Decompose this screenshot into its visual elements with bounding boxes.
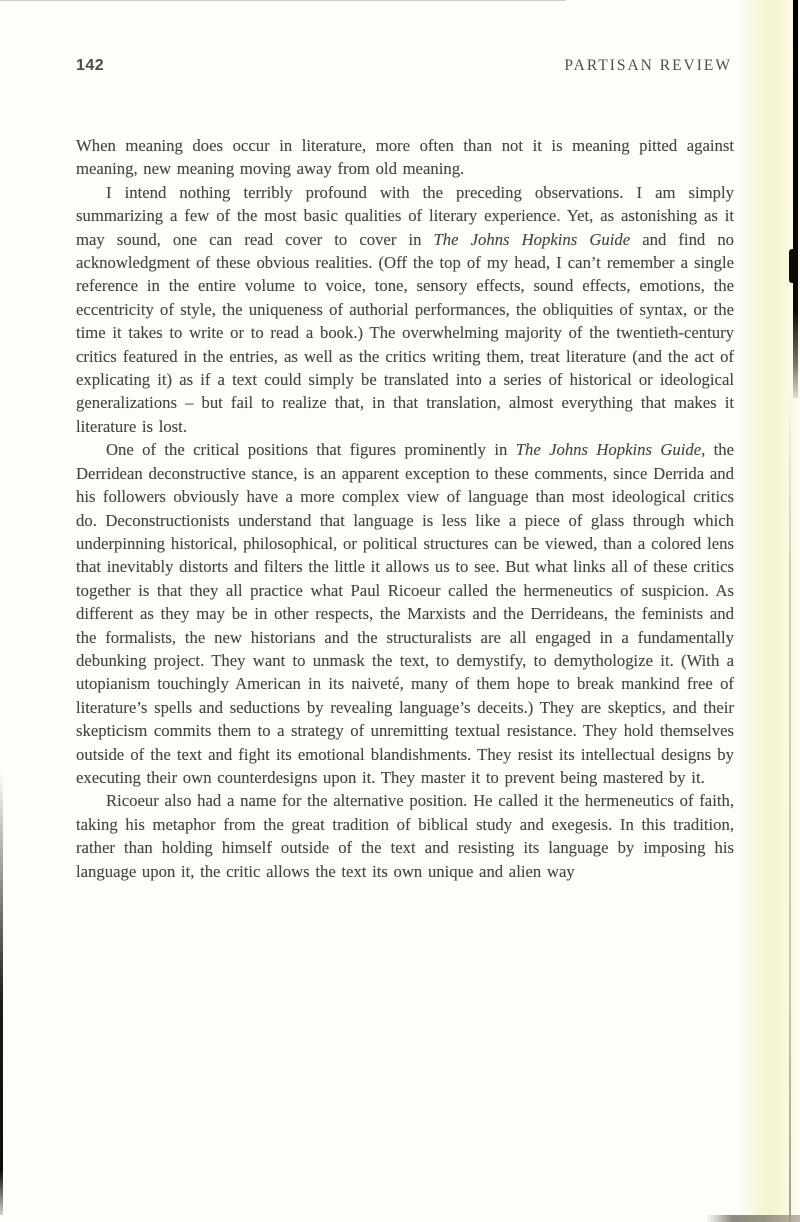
paragraph xyxy=(76,134,734,181)
paragraph xyxy=(76,181,734,438)
paragraph xyxy=(76,789,734,883)
scanner-edge-right-blob xyxy=(789,249,798,283)
scan-artifact-top-hairline xyxy=(0,0,566,1)
scanner-edge-left xyxy=(0,772,3,1215)
page-number: 142 xyxy=(76,57,105,74)
text-segment: , the Derridean deconstructive stance, is an apparent exception to these comments, since Derrida and his followers obviously have a more complex view of language than most ideological critics do. Deconstructionists understand that language is less like a piece of glass through which underpinning historical, philosophical, or political structures can be viewed, than a colored lens that inevitably distorts and filters the little it allows us to see. But what links all of these critics together is that they all practice what Paul Ricoeur called the hermeneutics of suspicion. As different as they may be in other respects, the Marxists and the Derrideans, the feminists and the formalists, the new historians and the structuralists are all engaged in a fundamentally debunking project. They want to unmask the text, to demystify, to demythologize it. (With a utopianism touchingly American in its naiveté, many of them hope to break mankind free of literature’s spells and seductions by revealing language’s deceits.) They are skeptics, and their skepticism commits them to a strategy of unremitting textual resistance. They hold themselves outside of the text and fight its emotional blandishments. They resist its intellectual designs by executing their own counterdesigns upon it. They master it to prevent being mastered by it. xyxy=(76,440,735,787)
text-segment: I intend nothing terribly profound with the preceding observations. I am simply summarizing a few of the most basic qualities of literary experience. Yet, as astonishing as it may sound, one can read cover to cover in xyxy=(76,182,734,249)
text-segment: and find no acknowledgment of these obvious realities. (Off the top of my head, I can’t remember a single reference in the entire volume to voice, tone, sensory effects, sound effects, emotions, the eccentricity of style, the uniqueness of authorial performances, the obliquities of syntax, or the time it takes to write or to read a book.) The overwhelming majority of the twentieth-century critics featured in the entries, as well as the critics writing them, treat literature (and the act of explicating it) as if a text could simply be translated into a series of historical or ideological generalizations – but fail to realize that, in that translation, almost everything that makes it literature is lost. xyxy=(76,229,735,436)
text-segment: One of the critical positions that figures prominently in xyxy=(106,440,516,460)
page-crease-line xyxy=(789,388,791,1222)
text-segment: When meaning does occur in literature, more often than not it is meaning pitted against meaning, new meaning moving away from old meaning. xyxy=(76,136,734,179)
scanner-edge-right xyxy=(793,0,798,398)
italic-book-title: The Johns Hopkins Guide xyxy=(433,229,631,249)
running-head xyxy=(76,57,732,75)
text-segment: Ricoeur also had a name for the alternative position. He called it the hermeneutics of faith, taking his metaphor from the great tradition of biblical study and exegesis. In this tradition, rather than holding himself outside of the text and resisting its language by imposing his language upon it, the critic allows the text its own unique and alien way xyxy=(76,791,734,881)
text-block xyxy=(76,134,734,883)
scanner-smudge-bottom-right xyxy=(706,1215,800,1222)
journal-title: PARTISAN REVIEW xyxy=(564,57,732,74)
italic-book-title: The Johns Hopkins Guide xyxy=(515,440,702,460)
paragraph xyxy=(76,438,734,789)
